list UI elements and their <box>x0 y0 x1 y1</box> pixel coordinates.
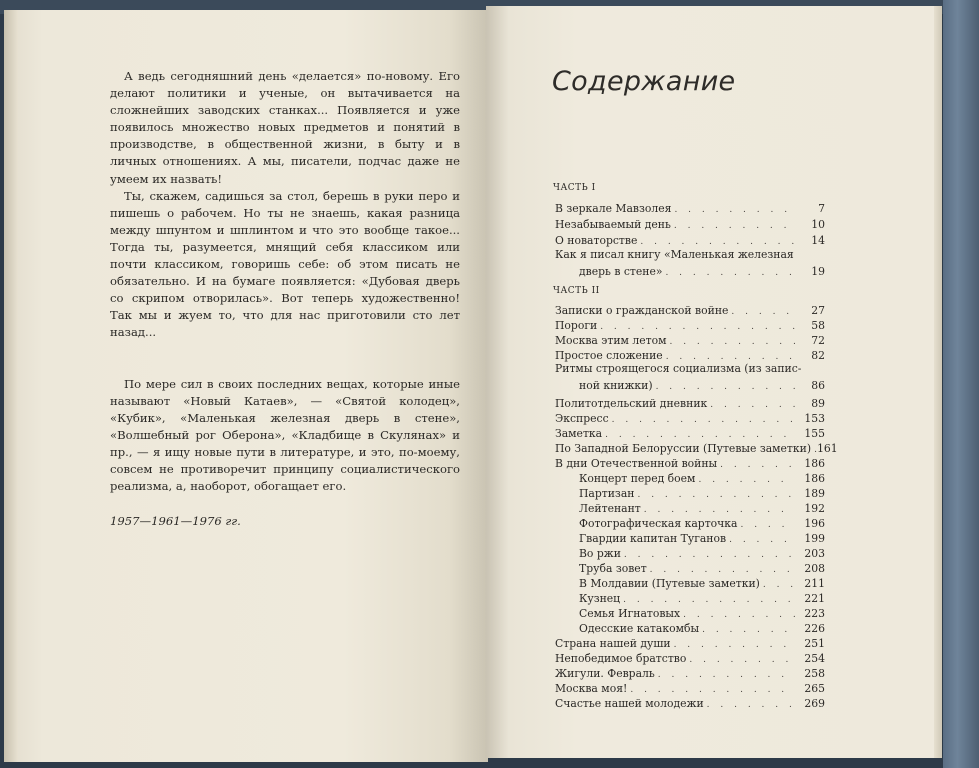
leader-dots <box>671 640 795 650</box>
part-1-label: ЧАСТЬ I <box>553 183 596 193</box>
toc-entry-page: 265 <box>804 682 825 695</box>
toc-entry-page: 189 <box>804 487 825 500</box>
toc-entry-title: По Западной Белоруссии (Путевые заметки) <box>555 442 812 455</box>
toc-entry-title: В зеркале Мавзолея <box>555 202 672 215</box>
toc-entry-page: 155 <box>804 427 825 440</box>
toc-entry-page: 161 <box>817 442 838 455</box>
toc-title: Содержание <box>552 66 736 97</box>
toc-entry-page: 10 <box>811 218 825 231</box>
leader-dots <box>686 655 795 665</box>
toc-subentry <box>555 530 825 545</box>
toc-entry-page: 186 <box>804 457 825 470</box>
leader-dots <box>699 625 795 635</box>
toc-entry-title: Москва моя! <box>555 682 628 695</box>
toc-subentry <box>555 500 825 515</box>
toc-entry-title: Незабываемый день <box>555 218 671 231</box>
leader-dots <box>655 670 795 680</box>
leader-dots <box>637 237 795 247</box>
toc-subentry <box>555 620 825 635</box>
part-2-label: ЧАСТЬ II <box>553 286 600 296</box>
toc-entry-page: 208 <box>804 562 825 575</box>
toc-entry-page: 269 <box>804 697 825 710</box>
toc-entry-title-line2: дверь в стене» <box>579 265 663 278</box>
leader-dots <box>621 550 795 560</box>
book-cover-right <box>943 0 979 768</box>
toc-entry <box>555 232 825 247</box>
leader-dots <box>620 595 795 605</box>
toc-entry-title: Пороги <box>555 319 598 332</box>
toc-entry <box>555 635 825 650</box>
toc-entry-title: Простое сложение <box>555 349 663 362</box>
toc-entry-page: 254 <box>804 652 825 665</box>
toc-entry-title-line2: ной книжки) <box>579 379 653 392</box>
leader-dots <box>641 505 795 515</box>
leader-dots <box>597 322 795 332</box>
paragraph-1: А ведь сегодняшний день «делается» по-новому. Его делают политики и ученые, он вытачивается на сложнейших заводских станках... Появляется и уже появилось множество новых предметов и понятий в производстве, в общественной жизни, в быту и в личных отношениях. А мы, писатели, подчас даже не умеем их назвать! <box>110 69 460 186</box>
toc-entry-page: 7 <box>818 202 825 215</box>
toc-entry-page: 89 <box>811 397 825 410</box>
toc-entry-title: Семья Игнатовых <box>579 607 681 620</box>
toc-entry-title: О новаторстве <box>555 234 638 247</box>
toc-entry <box>555 332 825 347</box>
leader-dots <box>704 700 795 710</box>
toc-entry-page: 72 <box>811 334 825 347</box>
toc-entry-page: 58 <box>811 319 825 332</box>
leader-dots <box>627 685 795 695</box>
leader-dots <box>662 268 795 278</box>
toc-entry-title: Лейтенант <box>579 502 641 515</box>
leader-dots <box>707 400 795 410</box>
toc-entry-title: Труба зовет <box>579 562 647 575</box>
toc-entry-page: 226 <box>804 622 825 635</box>
toc-entry-page: 199 <box>804 532 825 545</box>
toc-entry-title: Жигули. Февраль <box>555 667 655 680</box>
leader-dots <box>653 382 795 392</box>
leader-dots <box>634 490 795 500</box>
toc-entry-page: 211 <box>804 577 825 590</box>
leader-dots <box>671 221 795 231</box>
toc-entry-page: 251 <box>804 637 825 650</box>
toc-entry-page: 221 <box>804 592 825 605</box>
toc-entry-title-line1: Ритмы строящегося социализма (из запис- <box>555 362 802 375</box>
toc-subentry <box>555 590 825 605</box>
toc-entry <box>555 395 825 410</box>
leader-dots <box>647 565 795 575</box>
toc-subentry <box>555 560 825 575</box>
toc-entry <box>555 410 825 425</box>
right-page-edge <box>934 6 942 758</box>
toc-entry-multiline <box>555 248 825 278</box>
toc-entry-page: 203 <box>804 547 825 560</box>
text-date: 1957—1961—1976 гг. <box>110 514 241 529</box>
toc-entry-title-line1: Как я писал книгу «Маленькая железная <box>555 248 794 261</box>
leader-dots <box>680 610 795 620</box>
toc-subentry <box>555 575 825 590</box>
toc-entry-title: Кузнец <box>579 592 621 605</box>
toc-entry-title: Партизан <box>579 487 635 500</box>
left-page-edge <box>4 10 18 762</box>
toc-entry-page: 153 <box>804 412 825 425</box>
toc-entry-title-line2-row <box>555 377 825 392</box>
toc-entry-title: Концерт перед боем <box>579 472 696 485</box>
toc-entry-title: В дни Отечественной войны <box>555 457 718 470</box>
toc-entry-title: Экспресс <box>555 412 609 425</box>
toc-entry <box>555 665 825 680</box>
toc-subentry <box>555 515 825 530</box>
toc-entry <box>555 440 838 455</box>
toc-entry-title: Гвардии капитан Туганов <box>579 532 727 545</box>
toc-entry <box>555 302 825 317</box>
toc-entry <box>555 347 825 362</box>
toc-entry-title: Фотографическая карточка <box>579 517 738 530</box>
leader-dots <box>695 475 795 485</box>
leader-dots <box>666 337 795 347</box>
leader-dots <box>663 352 795 362</box>
left-page-text <box>110 68 460 530</box>
toc-entry-title-line2-row <box>555 263 825 278</box>
toc-entry-title: Непобедимое братство <box>555 652 687 665</box>
toc-entry-title: Записки о гражданской войне <box>555 304 729 317</box>
toc-entry-page: 14 <box>811 234 825 247</box>
toc-entry-title: Заметка <box>555 427 603 440</box>
toc-subentry <box>555 485 825 500</box>
toc-entry-title: Москва этим летом <box>555 334 667 347</box>
toc-entry-title: Одесские катакомбы <box>579 622 700 635</box>
toc-entry-title: Счастье нашей молодежи <box>555 697 704 710</box>
leader-dots <box>602 430 795 440</box>
toc-subentry <box>555 545 825 560</box>
toc-entry-page: 196 <box>804 517 825 530</box>
leader-dots <box>726 535 795 545</box>
toc-entry-page: 27 <box>811 304 825 317</box>
leader-dots <box>737 520 795 530</box>
toc-entry-page: 82 <box>811 349 825 362</box>
toc-entry <box>555 425 825 440</box>
toc-entry-page: 258 <box>804 667 825 680</box>
toc-subentry <box>555 470 825 485</box>
toc-entry-page: 186 <box>804 472 825 485</box>
toc-entry-title: Во ржи <box>579 547 621 560</box>
toc-entry <box>555 200 825 215</box>
leader-dots <box>728 307 795 317</box>
toc-entry-page: 192 <box>804 502 825 515</box>
toc-entry <box>555 216 825 231</box>
toc-entry <box>555 317 825 332</box>
leader-dots <box>717 460 795 470</box>
toc-entry-multiline <box>555 362 825 392</box>
toc-entry-title: Политотдельский дневник <box>555 397 708 410</box>
toc-entry-page: 86 <box>811 379 825 392</box>
toc-entry <box>555 695 825 710</box>
toc-entry-title: Страна нашей души <box>555 637 671 650</box>
leader-dots <box>671 205 795 215</box>
toc-entry-page: 19 <box>811 265 825 278</box>
toc-entry-title: В Молдавии (Путевые заметки) <box>579 577 760 590</box>
paragraph-2: Ты, скажем, садишься за стол, берешь в руки перо и пишешь о рабочем. Но ты не знаешь, какая разница между шпунтом и шплинтом и что это вообще такое... Тогда ты, разумеется, мнящий себя классиком или почти классиком, говоришь себе: об этом писать не обязательно. И на бумаге появляется: «Дубовая дверь со скрипом отворилась». Вот теперь художественно! Так мы и жуем то, что для нас приготовили сто лет назад... <box>110 188 460 340</box>
toc-entry <box>555 650 825 665</box>
toc-entry <box>555 455 825 470</box>
leader-dots <box>609 415 795 425</box>
leader-dots <box>760 580 795 590</box>
toc-subentry <box>555 605 825 620</box>
paragraph-3: По мере сил в своих последних вещах, которые иные называют «Новый Катаев», — «Святой колодец», «Кубик», «Маленькая железная дверь в стене», «Волшебный рог Оберона», «Кладбище в Скулянах» и пр., — я ищу новые пути в литературе, и это, по-моему, совсем не противоречит принципу социалистического реализма, а, наоборот, обогащает его. <box>110 376 460 494</box>
toc-entry <box>555 680 825 695</box>
toc-entry-page: 223 <box>804 607 825 620</box>
